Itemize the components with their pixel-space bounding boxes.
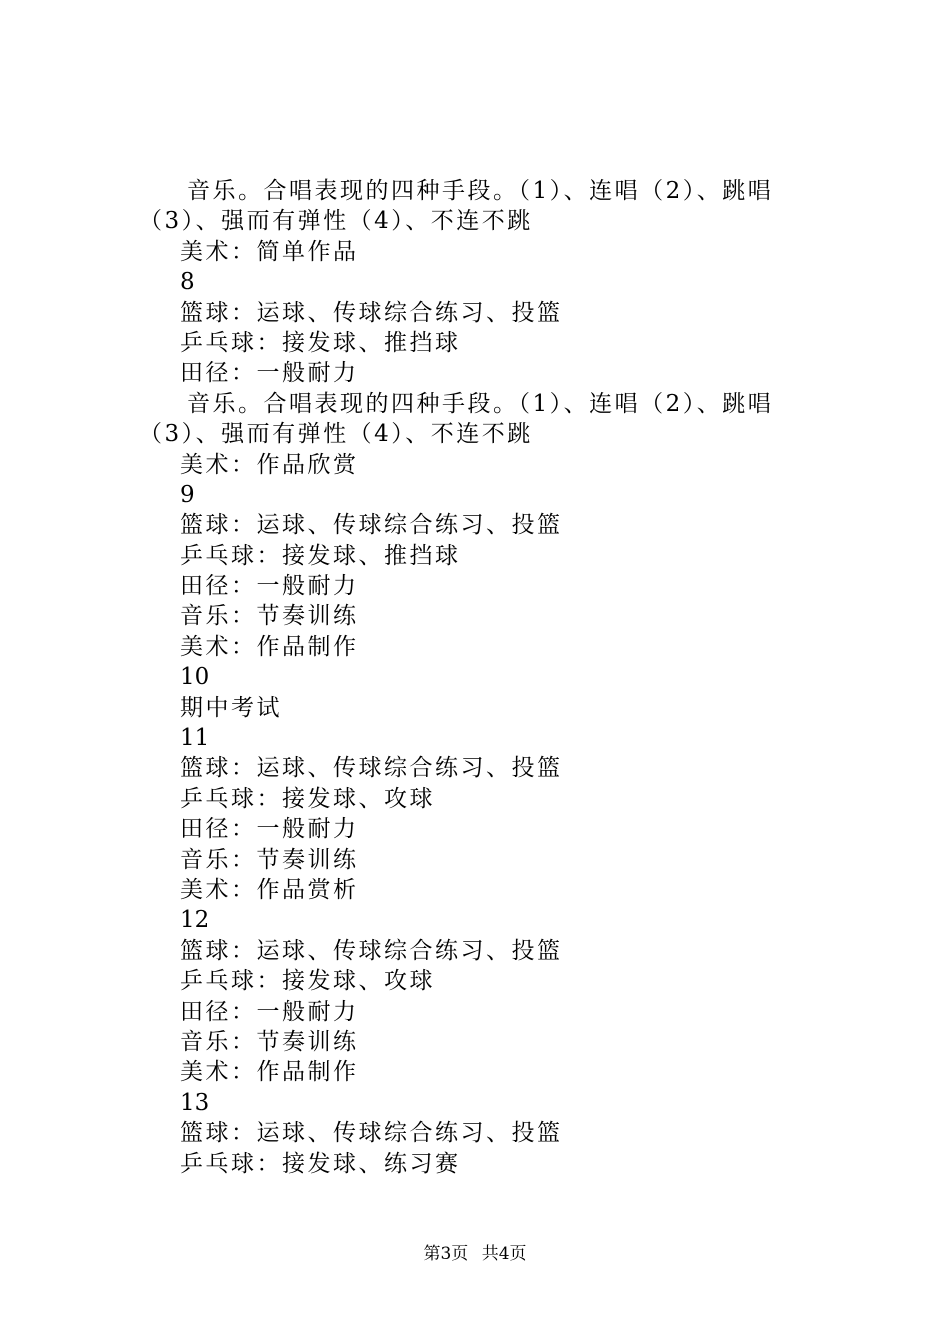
text-line: 音乐。合唱表现的四种手段。（1）、连唱（2）、跳唱 [187,178,774,204]
text-line: 田径：一般耐力 [180,360,359,387]
text-line: 篮球：运球、传球综合练习、投篮 [180,1120,563,1147]
week-number: 10 [180,664,210,691]
text-line: 音乐：节奏训练 [180,1028,359,1055]
week-number: 8 [180,269,195,296]
text-line: 田径：一般耐力 [180,573,359,600]
text-line: 期中考试 [180,694,282,721]
text-line: 乒乓球：接发球、推挡球 [180,542,461,569]
week-number: 11 [180,725,210,752]
text-line: 美术：作品赏析 [180,876,359,903]
text-line: 美术：作品欣赏 [180,451,359,478]
total-pages: 共4页 [481,1244,527,1264]
text-line: 美术：作品制作 [180,1059,359,1086]
text-line: 乒乓球：接发球、推挡球 [180,329,461,356]
text-line: 美术：简单作品 [180,238,359,265]
text-line: （3）、强而有弹性（4）、不连不跳 [139,421,533,448]
text-line: 音乐：节奏训练 [180,603,359,630]
text-line: 乒乓球：接发球、练习赛 [180,1150,461,1177]
week-number: 9 [180,481,195,508]
text-line: 篮球：运球、传球综合练习、投篮 [180,512,563,539]
text-line: 音乐。合唱表现的四种手段。（1）、连唱（2）、跳唱 [187,390,774,417]
text-line: 篮球：运球、传球综合练习、投篮 [180,299,563,326]
text-line: 田径：一般耐力 [180,816,359,843]
text-line: 篮球：运球、传球综合练习、投篮 [180,937,563,964]
week-number: 13 [180,1089,210,1116]
document-body [139,176,839,1179]
text-line: （3）、强而有弹性（4）、不连不跳 [139,208,533,235]
week-number: 12 [180,907,210,934]
text-line: 篮球：运球、传球综合练习、投篮 [180,755,563,782]
text-line: 美术：作品制作 [180,633,359,660]
text-line: 田径：一般耐力 [180,998,359,1025]
page-footer [0,1243,950,1265]
text-line: 音乐：节奏训练 [180,846,359,873]
text-line: 乒乓球：接发球、攻球 [180,785,435,812]
text-line: 乒乓球：接发球、攻球 [180,968,435,995]
page-number: 第3页 [423,1244,469,1264]
